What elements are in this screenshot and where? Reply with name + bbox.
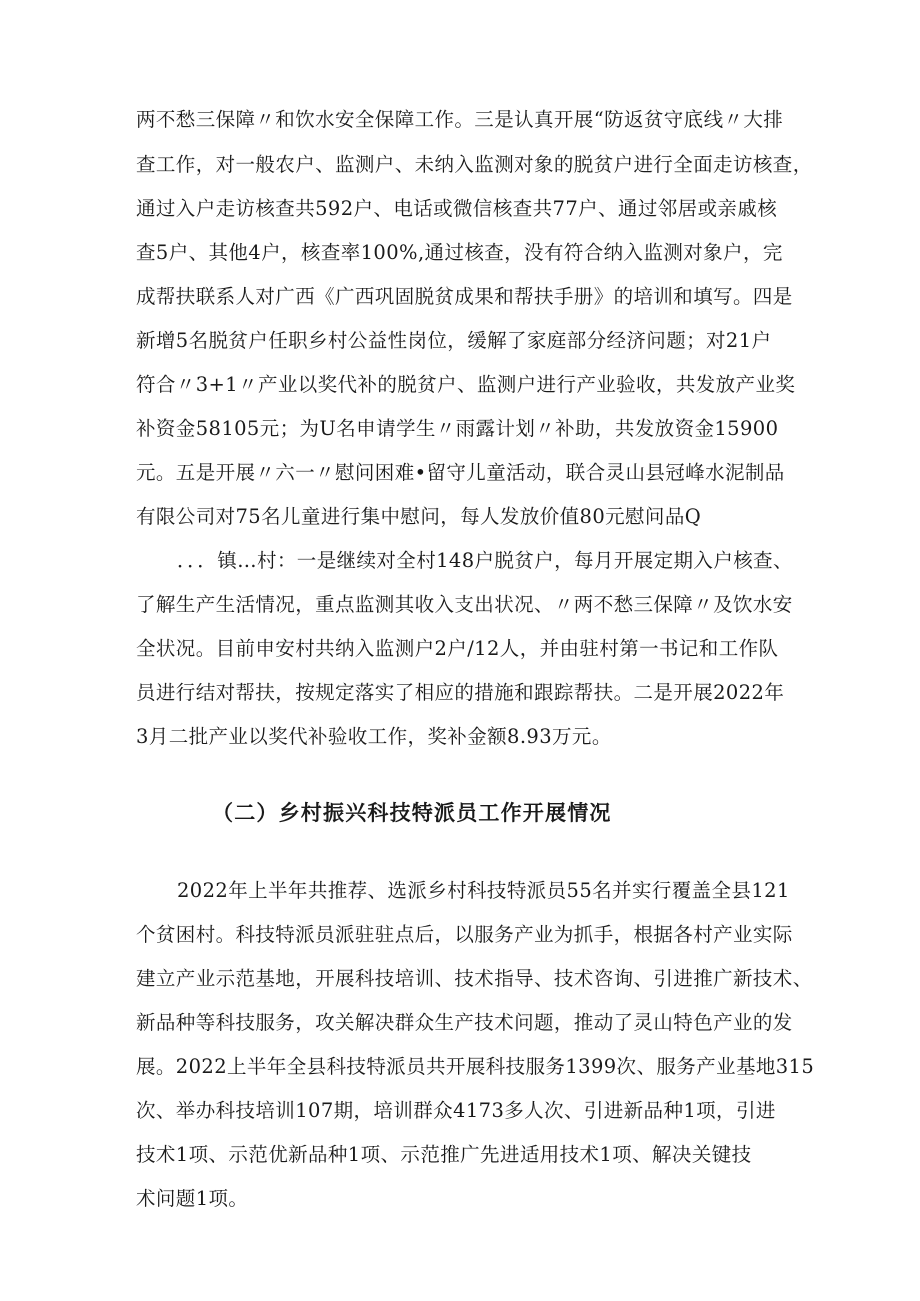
section-heading: （二）乡村振兴科技特派员工作开展情况 [212, 800, 612, 825]
paragraph-line: 符合〃3+1〃产业以奖代补的脱贫户、监测户进行产业验收，共发放产业奖 [136, 373, 796, 396]
paragraph-line: 建立产业示范基地，开展科技培训、技术指导、技术咨询、引进推广新技术、 [136, 967, 813, 990]
paragraph-line: 通过入户走访核查共592户、电话或微信核查共77户、通过邻居或亲戚核 [136, 197, 778, 220]
paragraph-line: 技术1项、示范优新品种1项、示范推广先进适用技术1项、解决关键技 [136, 1143, 752, 1166]
paragraph-line: 2022年上半年共推荐、选派乡村科技特派员55名并实行覆盖全县121 [177, 879, 790, 902]
paragraph-line: 元。五是开展〃六一〃慰问困难•留守儿童活动，联合灵山县冠峰水泥制品 [136, 461, 785, 484]
paragraph-line: 次、举办科技培训107期，培训群众4173多人次、引进新品种1项，引进 [136, 1099, 776, 1122]
paragraph-line: 新品种等科技服务，攻关解决群众生产技术问题，推动了灵山特色产业的发 [136, 1011, 793, 1034]
paragraph-line: 新增5名脱贫户任职乡村公益性岗位，缓解了家庭部分经济问题；对21户 [136, 329, 772, 352]
paragraph-line: 补资金58105元；为U名申请学生〃雨露计划〃补助，共发放资金15900 [136, 417, 779, 440]
paragraph-line: 了解生产生活情况，重点监测其收入支出状况、〃两不愁三保障〃及饮水安 [136, 593, 793, 616]
paragraph-line: 查工作，对一般农户、监测户、未纳入监测对象的脱贫户进行全面走访核查， [136, 153, 813, 176]
paragraph-line: 查5户、其他4户，核查率100%,通过核查，没有符合纳入监测对象户，完 [136, 241, 783, 264]
paragraph-line: ．．．镇…村：一是继续对全村148户脱贫户，每月开展定期入户核查、 [177, 549, 793, 572]
paragraph-line: 展。2022上半年全县科技特派员共开展科技服务1399次、服务产业基地315 [136, 1055, 815, 1078]
paragraph-line: 两不愁三保障〃和饮水安全保障工作。三是认真开展“防返贫守底线〃大排 [136, 108, 784, 131]
paragraph-line: 个贫困村。科技特派员派驻驻点后，以服务产业为抓手，根据各村产业实际 [136, 923, 793, 946]
paragraph-line: 成帮扶联系人对广西《广西巩固脱贫成果和帮扶手册》的培训和填写。四是 [136, 285, 793, 308]
paragraph-line: 全状况。目前申安村共纳入监测户2户/12人，并由驻村第一书记和工作队 [136, 637, 779, 660]
paragraph-line: 3月二批产业以奖代补验收工作，奖补金额8.93万元。 [136, 725, 612, 748]
paragraph-line: 有限公司对75名儿童进行集中慰问，每人发放价值80元慰问品Q [136, 505, 702, 528]
paragraph-line: 术问题1项。 [136, 1187, 249, 1210]
paragraph-line: 员进行结对帮扶，按规定落实了相应的措施和跟踪帮扶。二是开展2022年 [136, 681, 785, 704]
